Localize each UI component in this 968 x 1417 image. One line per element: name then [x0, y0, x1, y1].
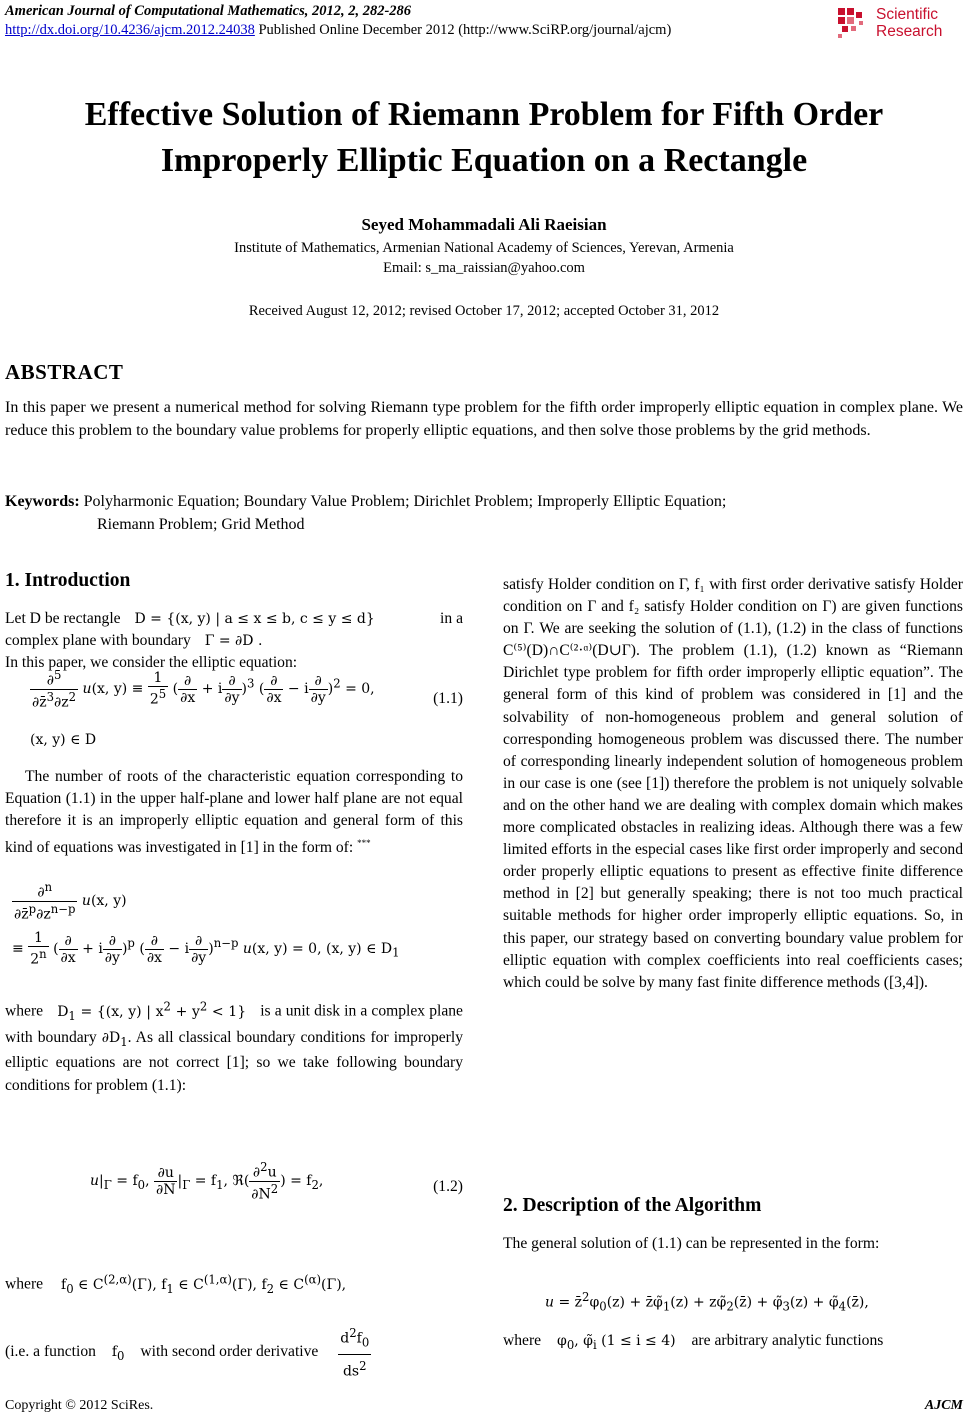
- equation-1-1: $\frac{\partial^5}{\partial z̄^3\partial z^2}$ u(x, y) ≡ $\frac{1}{2^5}$ ( $\frac{\partial}{\partial x}$ + i $\frac{\partial}{\partial y}$ )$^3$ ( $\frac{\partial}{\partial x}$ − i $\frac{\partial}{\partial y}$ )$^2$ = 0, (1.1): [32, 668, 463, 711]
- right-paragraph-1: satisfy Holder condition on Γ, f₁ with first order derivative satisfy Holder condition on Γ and f₂ satisfy Holder condition on Γ) are given functions on Γ. We are seeking the solution of (1.1), (1.2) in the class of functions C⁽⁵⁾(D)∩C⁽²·ᵅ⁾(D∪Γ). The problem (1.1), (1.2) known as “Riemann Dirichlet type problem for fifth order improperly elliptic equation”. The general form of this kind of problem was considered in [1] and the solvability of non-homogeneous problem and general solution of corresponding homogeneous problem was discussed there. The number of corresponding linearly independent solution of homogeneous problem in our case is one (see [1]) therefore the problem is not uniquely solvable and on the other hand we are dealing with complex domain which makes more complicated obstacles in realizing ideas. Although there was a few limited efforts in the especial cases like first order improperly and second order properly elliptic equations to present as effective finite difference method in [2] but generally speaking; there is not too much practical suitable methods for higher order improperly elliptic equations. So, in this paper, our strategy based on converting boundary value problem for elliptic equation with complex coefficients into real coefficients cases; which could be solve by many fast finite difference methods ([3,4]).: [503, 576, 963, 991]
- general-solution-equation: $u = z̄^2\varphi_0(z)$ + $z̄\varphĩ_1(z)$ + $z\varphĩ_2(z̄)$ + $\varphĩ_3(z)$ + $\varphĩ_4(z̄)$,: [545, 1290, 869, 1314]
- affiliation: Institute of Mathematics, Armenian National Academy of Sciences, Yerevan, Armenia: [234, 240, 734, 256]
- intro-paragraph-1: Let D be rectangle D = {(x, y) | a ≤ x ≤ b, c ≤ y ≤ d} in a complex plane with boundary Γ = ∂D . In this paper, we consider the elliptic equation:: [5, 610, 463, 672]
- publisher-logo: [836, 6, 958, 42]
- keywords-line2: Riemann Problem; Grid Method: [97, 516, 305, 533]
- received-dates: Received August 12, 2012; revised October 17, 2012; accepted October 31, 2012: [248, 303, 720, 319]
- keywords-line1: Polyharmonic Equation; Boundary Value Problem; Dirichlet Problem; Improperly Elliptic Equation;: [83, 493, 727, 510]
- published-online: Published Online December 2012 (http://www.SciRP.org/journal/ajcm): [258, 22, 672, 38]
- doi-line: [5, 22, 671, 39]
- abstract-heading: ABSTRACT: [5, 360, 124, 384]
- intro-paragraph-5: (i.e. a function $f_0$ with second order derivative $\frac{d^2f_0}{ds^2}$: [5, 1322, 463, 1382]
- intro-paragraph-2: The number of roots of the characteristic equation corresponding to Equation (1.1) in the upper half-plane and lower half plane are not equal therefore it is an improperly elliptic equation and general form of this kind of equations was investigated in [1] in the form of: ***: [5, 768, 463, 857]
- email: Email: s_ma_raissian@yahoo.com: [383, 260, 585, 276]
- equation-1-2: $u|_\Gamma = f_0$, $\frac{\partial u}{\partial N}$ $|_\Gamma = f_1$, ℜ( $\frac{\partial^2u}{\partial N^2}$ ) = $f_2$, (1.2): [90, 1160, 463, 1203]
- intro-paragraph-4: where $f_0$ ∈ $C^{(2,\alpha)}(\Gamma)$, $f_1$ ∈ $C^{(1,\alpha)}(\Gamma)$, $f_2$ ∈ $C^{(\alpha)}(\Gamma)$,: [5, 1272, 347, 1296]
- intro-paragraph-3: where $D_1 = \{(x$, y) | $x^2 + y^2 < 1$} is a unit disk in a complex plane with boundary $\partial D_1$. As all classical boundary conditions for improperly elliptic equations are not correct [1]; so we take following boundary conditions for problem (1.1):: [5, 999, 463, 1094]
- section-1-heading: 1. Introduction: [5, 570, 131, 591]
- footer-journal: AJCM: [924, 1398, 963, 1413]
- journal-citation: American Journal of Computational Mathematics, 2012, 2, 282-286: [5, 3, 412, 19]
- equation-1-1-domain: (x, y) ∈ D: [30, 732, 97, 748]
- keywords-label: Keywords:: [5, 493, 80, 510]
- abstract-text: In this paper we present a numerical method for solving Riemann type problem for the fifth order improperly elliptic equation in complex plane. We reduce this problem to the boundary value problems for properly elliptic equations, and then solve those problems by the grid methods.: [5, 399, 963, 439]
- section-2-heading: 2. Description of the Algorithm: [503, 1195, 762, 1216]
- author: Seyed Mohammadali Ali Raeisian: [361, 215, 607, 234]
- logo-line1: Scientific: [876, 6, 939, 23]
- keywords: [5, 490, 963, 536]
- logo-line2: Research: [876, 23, 943, 40]
- right-paragraph-3: where $\varphi_0$, $\varphĩ_i$ (1 ≤ i ≤ 4) are arbitrary analytic functions: [503, 1332, 884, 1352]
- logo-mark-icon: [836, 6, 872, 42]
- right-paragraph-2: The general solution of (1.1) can be represented in the form:: [503, 1235, 880, 1252]
- title-line-2: Improperly Elliptic Equation on a Rectangle: [160, 142, 808, 179]
- title-line-1: Effective Solution of Riemann Problem for Fifth Order: [84, 96, 884, 133]
- general-form-equation: $\frac{\partial^n}{\partial z̄^p\partial z^{n-p}}$ u(x, y) ≡ $\frac{1}{2^n}$ ( $\frac{\partial}{\partial x}$ + i $\frac{\partial}{\partial y}$ )$^p$ ( $\frac{\partial}{\partial x}$ − i $\frac{\partial}{\partial y}$ )$^{n-p}$ u(x, y) = 0, (x, y) ∈ $D_1$: [12, 880, 400, 968]
- footer-copyright: Copyright © 2012 SciRes.: [5, 1398, 154, 1413]
- paper-title: [0, 92, 968, 184]
- doi-link[interactable]: http://dx.doi.org/10.4236/ajcm.2012.24038: [5, 22, 255, 38]
